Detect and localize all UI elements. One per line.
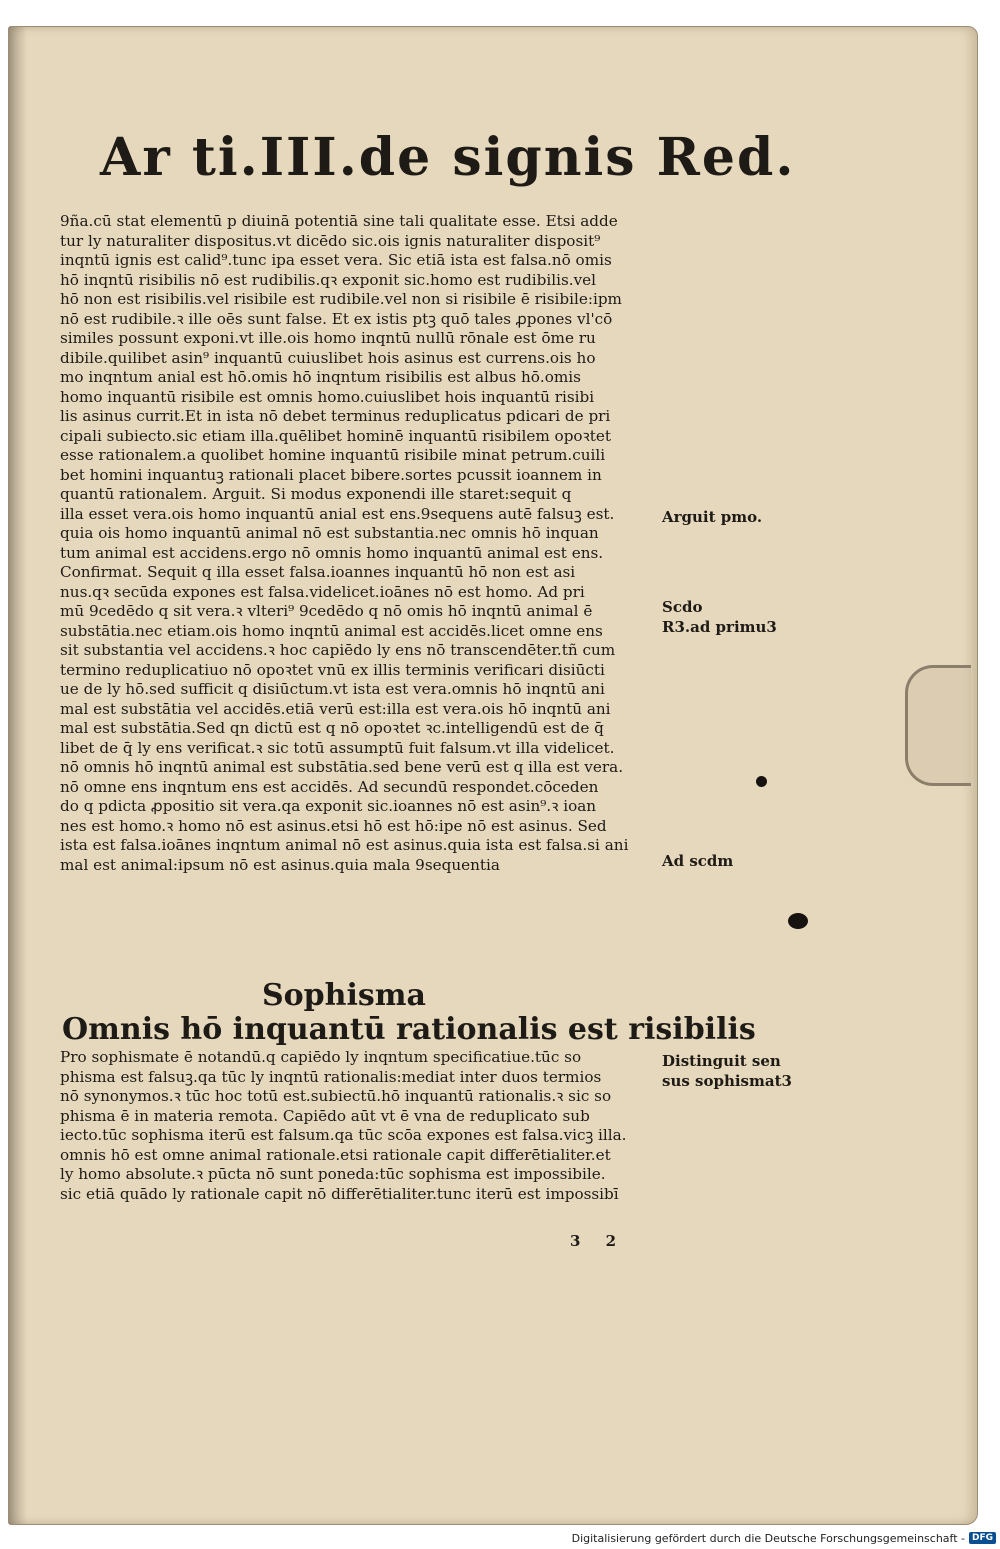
text-line: quia ois homo inquantū animal nō est substantia.nec omnis hō inquan — [60, 524, 599, 542]
ink-blot — [756, 776, 767, 787]
text-line: tur ly naturaliter dispositus.vt dicēdo sic.ois ignis naturaliter disposit⁹ — [60, 231, 601, 250]
text-line: ly homo absolute.ꝛ pūcta nō sunt poneda:tūc sophisma est impossibile. — [60, 1165, 606, 1183]
text-line: substātia.nec etiam.ois homo inqntū animal est accidēs.licet omne ens — [60, 621, 603, 640]
spine-shadow — [9, 27, 27, 1524]
text-line: hō non est risibilis.vel risibile est rudibile.vel non si risibile ē risibile:ipm — [60, 290, 622, 308]
text-line: nō omne ens inqntum ens est accidēs. Ad secundū respondet.cōceden — [60, 777, 599, 796]
margin-note-distinguit-1: Distinguit sen — [662, 1052, 781, 1070]
sophisma-heading: Sophisma — [262, 978, 426, 1013]
main-text-block — [60, 212, 660, 875]
margin-note-arguitur: Arguit pmo. — [662, 508, 763, 526]
text-line: inqntū ignis est calid⁹.tunc ipa esset vera. Sic etiā ista est falsa.nō omis — [60, 251, 612, 269]
text-line: mal est substātia.Sed qn dictū est q nō opoꝛtet ꝛc.intelligendū est de q̄ — [60, 719, 604, 737]
text-line: illa esset vera.ois homo inquantū anial est ens.9sequens autē falsuꝫ est. — [60, 504, 615, 523]
margin-note-secundo: Scdo — [662, 598, 703, 616]
text-line: nō synonymos.ꝛ tūc hoc totū est.subiectū.hō inquantū rationalis.ꝛ sic so — [60, 1087, 612, 1105]
text-line: quantū rationalem. Arguit. Si modus exponendi ille staret:sequit q — [60, 485, 572, 503]
text-line: tum animal est accidens.ergo nō omnis homo inquantū animal est ens. — [60, 543, 604, 562]
text-line: ue de ly hō.sed sufficit q disiūctum.vt ista est vera.omnis hō inqntū ani — [60, 680, 605, 698]
sophisma-text-block — [60, 1048, 660, 1204]
margin-note-distinguit-2: sus sophismat3 — [662, 1072, 792, 1090]
signature-mark: 3 2 — [570, 1232, 627, 1250]
text-line: mo inqntum anial est hō.omis hō inqntum risibilis est albus hō.omis — [60, 368, 581, 386]
text-line: mū 9cedēdo q sit vera.ꝛ vlteri⁹ 9cedēdo q nō omis hō inqntū animal ē — [60, 602, 593, 620]
text-line: sit substantia vel accidens.ꝛ hoc capiēdo ly ens nō transcendēter.tñ cum — [60, 641, 616, 659]
text-line: termino reduplicatiuo nō opoꝛtet vnū ex illis terminis verificari disiūcti — [60, 660, 605, 679]
text-line: libet de q̄ ly ens verificat.ꝛ sic totū assumptū fuit falsum.vt illa videlicet. — [60, 738, 615, 757]
text-line: hō inqntū risibilis nō est rudibilis.qꝛ exponit sic.homo est rudibilis.vel — [60, 270, 596, 289]
book-clasp-mark — [905, 665, 971, 786]
text-line: sic etiā quādo ly rationale capit nō differētialiter.tunc iterū est impossibī — [60, 1184, 619, 1203]
text-line: nes est homo.ꝛ homo nō est asinus.etsi hō est hō:ipe nō est asinus. Sed — [60, 816, 607, 835]
text-line: do q pdicta ꝓpositio sit vera.qa exponit sic.ioannes nō est asin⁹.ꝛ ioan — [60, 797, 597, 815]
text-line: similes possunt exponi.vt ille.ois homo inqntū nullū rōnale est ōme ru — [60, 329, 596, 347]
margin-note-ad-primum: R3.ad primu3 — [662, 618, 777, 636]
text-line: homo inquantū risibile est omnis homo.cuiuslibet hois inquantū risibi — [60, 387, 595, 406]
text-line: omnis hō est omne animal rationale.etsi rationale capit differētialiter.et — [60, 1145, 611, 1164]
text-line: Confirmat. Sequit q illa esset falsa.ioannes inquantū hō non est asi — [60, 563, 576, 581]
credit-text: Digitalisierung gefördert durch die Deutsche Forschungsgemeinschaft - — [571, 1531, 965, 1545]
ink-blot — [788, 913, 808, 929]
text-line: ista est falsa.ioānes inqntum animal nō est asinus.quia ista est falsa.si ani — [60, 836, 629, 854]
running-head: Ar ti.III.de signis Red. — [100, 127, 796, 188]
text-line: phisma ē in materia remota. Capiēdo aūt vt ē vna de reduplicato sub — [60, 1106, 590, 1125]
dfg-logo: DFG — [969, 1532, 996, 1544]
text-line: iecto.tūc sophisma iterū est falsum.qa tūc scōa expones est falsa.vicꝫ illa. — [60, 1126, 627, 1144]
text-line: Pro sophismate ē notandū.q capiēdo ly inqntum specificatiue.tūc so — [60, 1048, 582, 1066]
text-line: mal est substātia vel accidēs.etiā verū est:illa est vera.ois hō inqntū ani — [60, 699, 611, 718]
text-line: phisma est falsuꝫ.qa tūc ly inqntū rationalis:mediat inter duos termios — [60, 1067, 602, 1086]
text-line: nus.qꝛ secūda expones est falsa.videlicet.ioānes nō est homo. Ad pri — [60, 582, 585, 601]
margin-note-ad-secundum: Ad scdm — [662, 852, 734, 870]
text-line: 9ña.cū stat elementū p diuinā potentiā sine tali qualitate esse. Etsi adde — [60, 212, 618, 230]
text-line: nō est rudibile.ꝛ ille oēs sunt false. Et ex istis ptꝫ quō tales ꝓpones vl'cō — [60, 309, 613, 328]
sophisma-proposition: Omnis hō inquantū rationalis est risibilis — [62, 1012, 756, 1047]
text-line: dibile.quilibet asin⁹ inquantū cuiuslibet hois asinus est currens.ois ho — [60, 348, 596, 367]
text-line: esse rationalem.a quolibet homine inquantū risibile minat petrum.cuili — [60, 446, 606, 464]
text-line: nō omnis hō inqntū animal est substātia.sed bene verū est q illa est vera. — [60, 758, 624, 776]
text-line: lis asinus currit.Et in ista nō debet terminus reduplicatus pdicari de pri — [60, 407, 611, 425]
text-line: mal est animal:ipsum nō est asinus.quia mala 9sequentia — [60, 855, 500, 874]
text-line: cipali subiecto.sic etiam illa.quēlibet hominē inquantū risibilem opoꝛtet — [60, 426, 611, 445]
text-line: bet homini inquantuꝫ rationali placet bibere.sortes pcussit ioannem in — [60, 465, 602, 484]
digitization-credit — [572, 1529, 996, 1547]
